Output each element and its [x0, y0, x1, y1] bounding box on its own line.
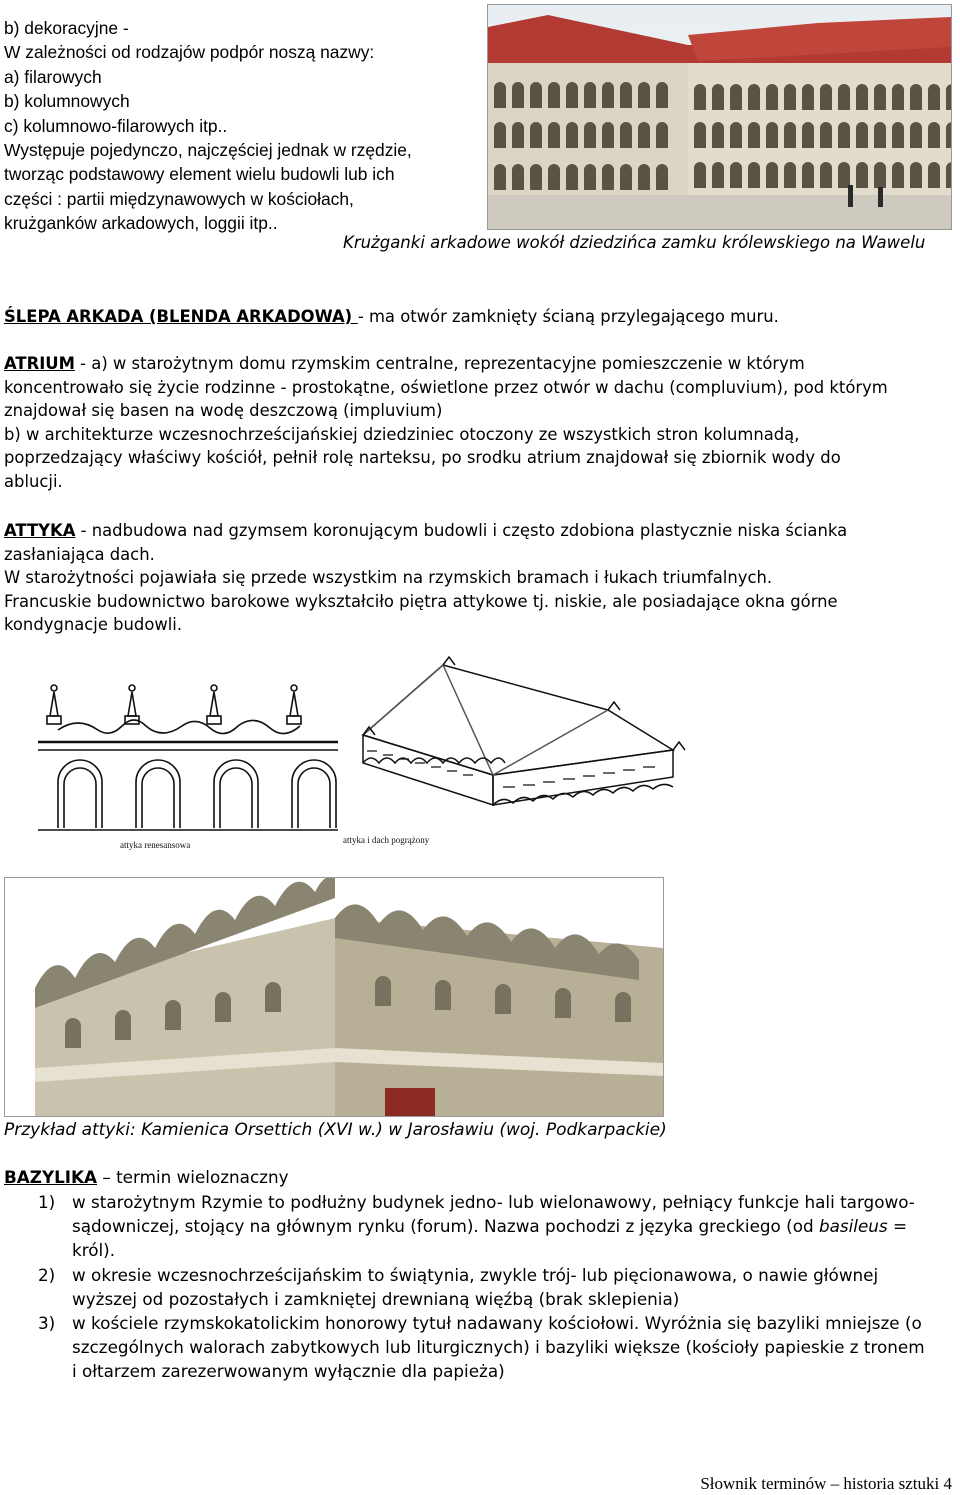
list-line: w okresie wczesnochrześcijańskim to świątynia, zwykle trój- lub pięcionawowa, o nawie głównej [72, 1264, 879, 1285]
list-item [4, 1263, 954, 1311]
atrium-line: b) w architekturze wczesnochrześcijańskiej dziedziniec otoczony ze wszystkich stron kolumnadą, [4, 424, 800, 444]
intro-line: Występuje pojedynczo, najczęściej jednak w rzędzie, [4, 140, 412, 161]
list-line: szczególnych walorach zabytkowych lub liturgicznych) i bazyliki większe (kościoły papieskie z tronem [72, 1337, 925, 1358]
slepa-arkada-text: - ma otwór zamknięty ścianą przylegającego muru. [357, 307, 779, 326]
renaissance-attic-drawing [38, 668, 338, 854]
list-line: = [887, 1216, 908, 1237]
bazylika-list [4, 1190, 954, 1384]
list-line: sądowniczej, stojący na głównym rynku (forum). Nazwa pochodzi z języka greckiego (od [72, 1216, 819, 1237]
list-line: wyższej od pozostałych i zamkniętej drewnianą więźbą (brak sklepienia) [72, 1288, 680, 1309]
list-number: 3) [38, 1313, 56, 1334]
basileus-word: basileus [818, 1216, 888, 1237]
intro-line: c) kolumnowo-filarowych itp.. [4, 115, 228, 136]
atrium-paragraph [4, 352, 954, 494]
bazylika-heading [4, 1166, 289, 1190]
list-line: w starożytnym Rzymie to podłużny budynek jedno- lub wielonawowy, pełniący funkcje hali targowo- [72, 1192, 915, 1212]
list-line: król). [72, 1240, 116, 1261]
attic-roof-label: attyka i dach pogrążony [343, 835, 430, 845]
term-slepa-arkada: ŚLEPA ARKADA (BLENDA ARKADOWA) [4, 307, 358, 326]
wawel-photo-caption: Krużganki arkadowe wokół dziedzińca zamku królewskiego na Wawelu [343, 233, 926, 252]
attyka-line: - nadbudowa nad gzymsem koronującym budowli i często zdobiona plastycznie niska ścianka [75, 521, 848, 540]
list-number: 1) [38, 1192, 56, 1212]
attyka-paragraph [4, 519, 954, 637]
list-item [4, 1190, 954, 1263]
attyka-line: kondygnacje budowli. [4, 615, 183, 635]
term-bazylika: BAZYLIKA [4, 1167, 98, 1187]
attic-roof-drawing [343, 655, 723, 850]
attyka-line: Francuskie budownictwo barokowe wykształciło piętra attykowe tj. niskie, ale posiadające okna górne [4, 591, 838, 611]
intro-text [4, 16, 480, 236]
atrium-line: ablucji. [4, 471, 63, 491]
list-number: 2) [38, 1264, 56, 1285]
list-line: w kościele rzymskokatolickim honorowy tytuł nadawany kościołowi. Wyróżnia się bazyliki mniejsze (o [72, 1313, 922, 1334]
list-item [4, 1311, 954, 1384]
intro-line: a) filarowych [4, 66, 102, 87]
atrium-line: poprzedzający właściwy kościół, pełnił rolę narteksu, po srodku atrium znajdował się zbiornik wody do [4, 448, 841, 468]
intro-line: W zależności od rodzajów podpór noszą nazwy: [4, 42, 375, 63]
atrium-line: znajdował się basen na wodę deszczową (impluvium) [4, 401, 443, 421]
intro-line: krużganków arkadowych, loggii itp.. [4, 213, 278, 234]
orsetti-house-photo [4, 877, 664, 1117]
slepa-arkada-paragraph [4, 305, 954, 329]
wawel-courtyard-photo [487, 4, 952, 230]
attyka-line: zasłaniająca dach. [4, 544, 155, 564]
attyka-line: W starożytności pojawiała się przede wszystkim na rzymskich bramach i łukach triumfalnych. [4, 568, 773, 588]
list-line: i ołtarzem zarezerwowanym wyłącznie dla papieża) [72, 1361, 505, 1382]
atrium-line: - a) w starożytnym domu rzymskim centralne, reprezentacyjne pomieszczenie w którym [74, 354, 805, 373]
intro-line: b) dekoracyjne - [4, 18, 129, 38]
intro-line: tworząc podstawowy element wielu budowli lub ich [4, 164, 395, 185]
renaissance-attic-label: attyka renesansowa [120, 840, 191, 850]
page-footer: Słownik terminów – historia sztuki 4 [700, 1474, 952, 1493]
atrium-line: koncentrowało się życie rodzinne - prostokątne, oświetlone przez otwór w dachu (compluvium), pod którym [4, 377, 888, 397]
term-atrium: ATRIUM [4, 354, 75, 373]
term-attyka: ATTYKA [4, 521, 76, 540]
intro-line: części : partii międzynawowych w kościołach, [4, 188, 354, 209]
intro-line: b) kolumnowych [4, 91, 130, 112]
orsetti-photo-caption: Przykład attyki: Kamienica Orsettich (XVI w.) w Jarosławiu (woj. Podkarpackie) [4, 1120, 667, 1140]
bazylika-rest: – termin wieloznaczny [97, 1167, 289, 1187]
